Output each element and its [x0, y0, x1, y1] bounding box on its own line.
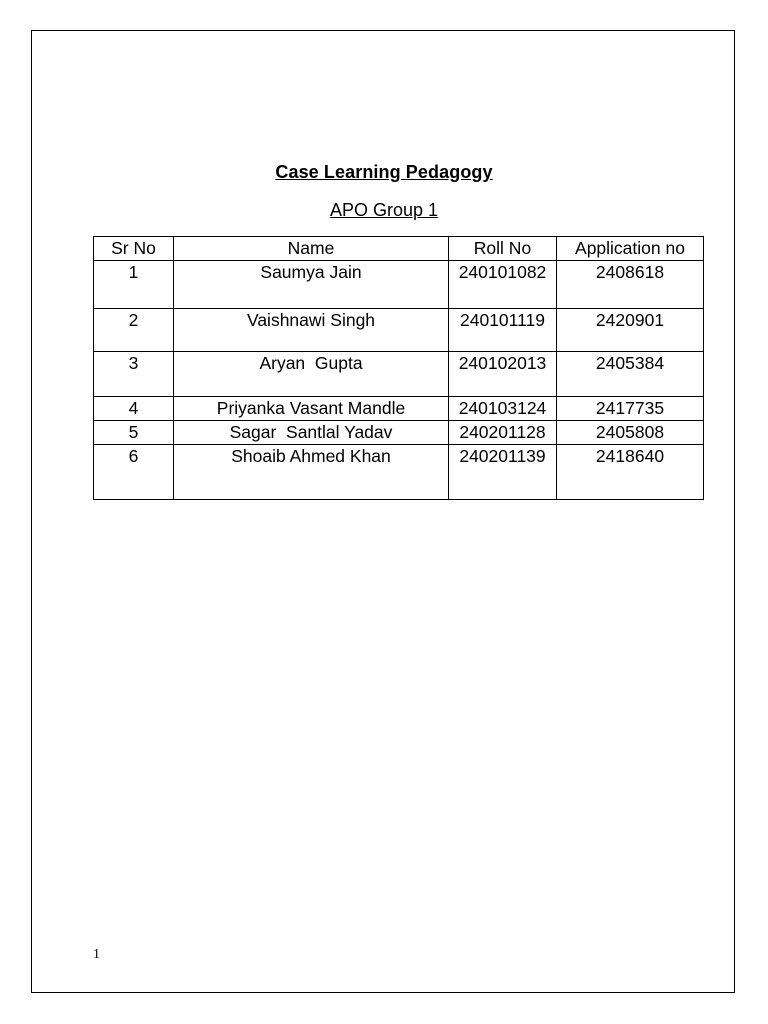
table-row	[94, 397, 704, 421]
cell-sr-no: 2	[94, 309, 174, 352]
header-application-no: Application no	[557, 237, 704, 261]
document-subtitle: APO Group 1	[329, 200, 439, 220]
cell-name: Sagar Santlal Yadav	[174, 421, 449, 445]
cell-sr-no: 3	[94, 352, 174, 397]
cell-sr-no: 1	[94, 261, 174, 309]
table-row	[94, 309, 704, 352]
cell-sr-no: 4	[94, 397, 174, 421]
table-row	[94, 352, 704, 397]
document-title: Case Learning Pedagogy	[275, 162, 493, 182]
cell-sr-no: 5	[94, 421, 174, 445]
cell-sr-no: 6	[94, 445, 174, 500]
cell-application-no: 2417735	[557, 397, 704, 421]
header-sr-no: Sr No	[94, 237, 174, 261]
header-roll-no: Roll No	[449, 237, 557, 261]
cell-application-no: 2405384	[557, 352, 704, 397]
page-number: 1	[93, 947, 100, 962]
cell-name: Vaishnawi Singh	[174, 309, 449, 352]
cell-roll-no: 240101119	[449, 309, 557, 352]
table-row	[94, 445, 704, 500]
group-members-table	[93, 236, 704, 500]
table-row	[94, 261, 704, 309]
cell-name: Saumya Jain	[174, 261, 449, 309]
cell-roll-no: 240201139	[449, 445, 557, 500]
cell-application-no: 2405808	[557, 421, 704, 445]
cell-roll-no: 240103124	[449, 397, 557, 421]
header-name: Name	[174, 237, 449, 261]
cell-name: Shoaib Ahmed Khan	[174, 445, 449, 500]
table-row	[94, 421, 704, 445]
cell-application-no: 2408618	[557, 261, 704, 309]
cell-roll-no: 240101082	[449, 261, 557, 309]
cell-roll-no: 240102013	[449, 352, 557, 397]
cell-application-no: 2418640	[557, 445, 704, 500]
cell-application-no: 2420901	[557, 309, 704, 352]
table-header-row	[94, 237, 704, 261]
cell-name: Priyanka Vasant Mandle	[174, 397, 449, 421]
cell-name: Aryan Gupta	[174, 352, 449, 397]
cell-roll-no: 240201128	[449, 421, 557, 445]
